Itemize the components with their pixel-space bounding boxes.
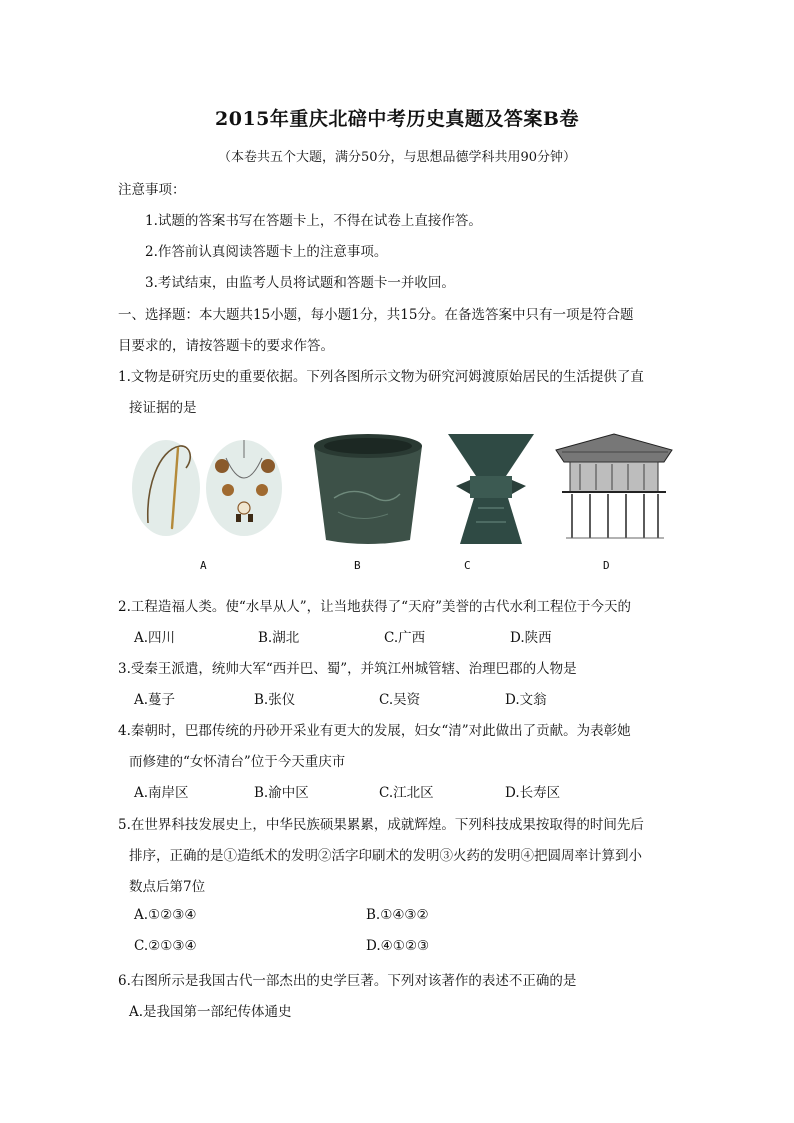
q3-option-d: D.文翁 [505,692,547,708]
q6-option-a: A.是我国第一部纪传体通史 [129,1004,292,1020]
section1-heading-cont: 目要求的，请按答题卡的要求作答。 [118,338,334,354]
q1-caption-b: B [354,559,361,572]
artifact-a-image [128,428,288,548]
q1-caption-a: A [200,559,207,572]
q4-option-b: B.渝中区 [254,785,309,801]
q4-stem-cont: 而修建的“女怀清台”位于今天重庆市 [129,754,346,770]
q5-stem-cont2: 数点后第7位 [129,879,206,895]
q5-stem-cont: 排序，正确的是①造纸术的发明②活字印刷术的发明③火药的发明④把圆周率计算到小 [129,848,642,864]
q3-option-c: C.吴资 [379,692,421,708]
page-subtitle: （本卷共五个大题，满分50分，与思想品德学科共用90分钟） [217,150,577,165]
q5-option-c: C.②①③④ [134,938,197,954]
q4-option-a: A.南岸区 [134,785,189,801]
q2-option-d: D.陕西 [510,630,552,646]
q1-figures [118,428,678,548]
page-title: 2015年重庆北碚中考历史真题及答案B卷 [215,108,579,130]
artifact-b-image [308,428,428,548]
notice-item-3: 3.考试结束，由监考人员将试题和答题卡一并收回。 [145,275,455,291]
q5-option-d: D.④①②③ [366,938,430,954]
section1-heading: 一、选择题：本大题共15小题，每小题1分，共15分。在备选答案中只有一项是符合题 [118,307,634,323]
artifact-d-image [552,428,676,548]
q1-caption-d: D [603,559,610,572]
q5-stem: 5.在世界科技发展史上，中华民族硕果累累，成就辉煌。下列科技成果按取得的时间先后 [118,817,644,833]
notice-item-1: 1.试题的答案书写在答题卡上，不得在试卷上直接作答。 [145,213,482,229]
q1-stem-cont: 接证据的是 [129,400,197,416]
q3-stem: 3.受秦王派遣，统帅大军“西并巴、蜀”，并筑江州城管辖、治理巴郡的人物是 [118,661,577,677]
q5-option-a: A.①②③④ [134,907,197,923]
notice-heading: 注意事项： [118,182,186,198]
q3-option-b: B.张仪 [254,692,296,708]
q2-stem: 2.工程造福人类。使“水旱从人”，让当地获得了“天府”美誉的古代水利工程位于今天的 [118,599,631,615]
notice-item-2: 2.作答前认真阅读答题卡上的注意事项。 [145,244,388,260]
q1-caption-c: C [464,559,471,572]
q1-stem: 1.文物是研究历史的重要依据。下列各图所示文物为研究河姆渡原始居民的生活提供了直 [118,369,644,385]
q4-option-c: C.江北区 [379,785,434,801]
q2-option-b: B.湖北 [258,630,300,646]
artifact-c-image [436,428,546,548]
q6-stem: 6.右图所示是我国古代一部杰出的史学巨著。下列对该著作的表述不正确的是 [118,973,577,989]
q5-option-b: B.①④③② [366,907,429,923]
q2-option-a: A.四川 [134,630,176,646]
q4-stem: 4.秦朝时，巴郡传统的丹砂开采业有更大的发展，妇女“清”对此做出了贡献。为表彰她 [118,723,631,739]
q3-option-a: A.蔓子 [134,692,176,708]
q2-option-c: C.广西 [384,630,426,646]
q4-option-d: D.长寿区 [505,785,561,801]
